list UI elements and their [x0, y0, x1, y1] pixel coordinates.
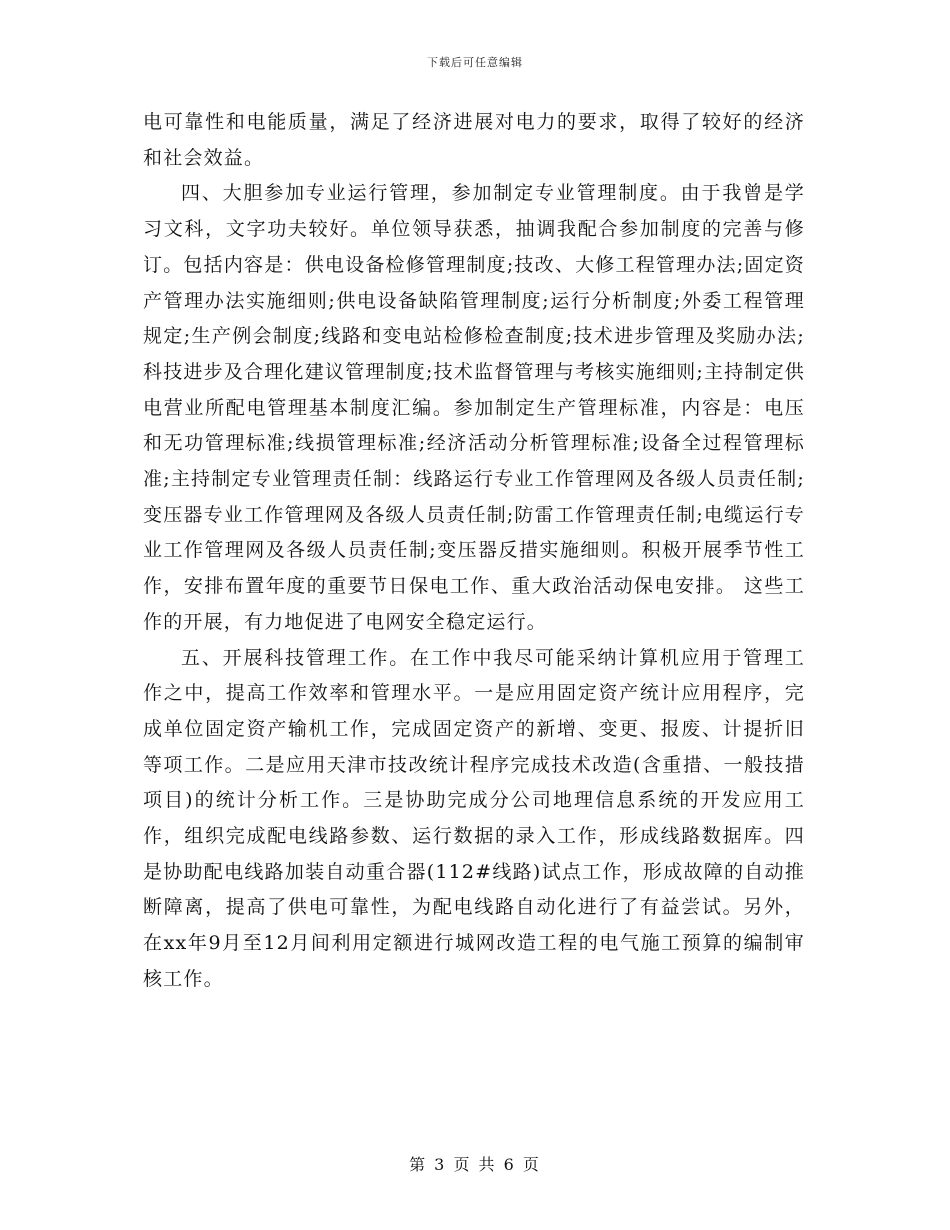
paragraph-section-four: 四、大胆参加专业运行管理，参加制定专业管理制度。由于我曾是学习文科，文字功夫较好。单位领导获悉，抽调我配合参加制度的完善与修订。包括内容是：供电设备检修管理制度;技改、大修工程管理办法;固定资产管理办法实施细则;供电设备缺陷管理制度;运行分析制度;外委工程管理规定;生产例会制度;线路和变电站检修检查制度;技术进步管理及奖励办法;科技进步及合理化建议管理制度;技术监督管理与考核实施细则;主持制定供电营业所配电管理基本制度汇编。参加制定生产管理标准，内容是：电压和无功管理标准;线损管理标准;经济活动分析管理标准;设备全过程管理标准;主持制定专业管理责任制：线路运行专业工作管理网及各级人员责任制;变压器专业工作管理网及各级人员责任制;防雷工作管理责任制;电缆运行专业工作管理网及各级人员责任制;变压器反措实施细则。积极开展季节性工作，安排布置年度的重要节日保电工作、重大政治活动保电安排。 这些工作的开展，有力地促进了电网安全稳定运行。 — [143, 182, 805, 633]
page-number-footer: 第 3 页 共 6 页 — [409, 1155, 541, 1174]
page-header: 下载后可任意编辑 — [427, 56, 523, 69]
paragraph-section-five: 五、开展科技管理工作。在工作中我尽可能采纳计算机应用于管理工作之中，提高工作效率和管理水平。一是应用固定资产统计应用程序，完成单位固定资产输机工作，完成固定资产的新增、变更、报废、计提折旧等项工作。二是应用天津市技改统计程序完成技术改造(含重措、一般技措项目)的统计分析工作。三是协助完成分公司地理信息系统的开发应用工作，组织完成配电线路参数、运行数据的录入工作，形成线路数据库。四是协助配电线路加装自动重合器(112#线路)试点工作，形成故障的自动推断障离，提高了供电可靠性，为配电线路自动化进行了有益尝试。另外，在xx年9月至12月间利用定额进行城网改造工程的电气施工预算的编制审核工作。 — [143, 646, 805, 990]
paragraph-continuation: 电可靠性和电能质量，满足了经济进展对电力的要求，取得了较好的经济和社会效益。 — [143, 111, 805, 169]
document-body — [143, 105, 805, 998]
